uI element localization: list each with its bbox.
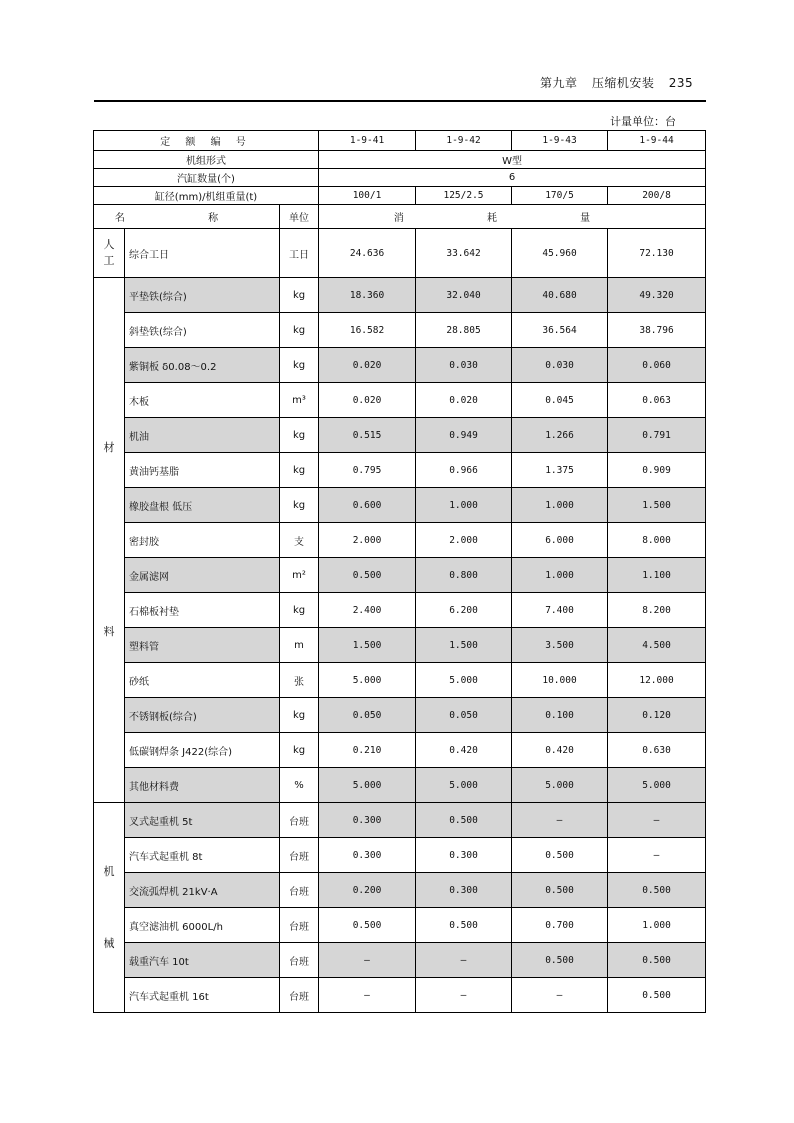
section-title: 压缩机安装 — [591, 76, 655, 90]
consumption-value: 5.000 — [319, 768, 416, 803]
group-label-text: 机 械 — [103, 864, 115, 950]
resource-unit: 台班 — [280, 873, 319, 908]
quota-code-row — [94, 131, 706, 151]
consumption-value: 32.040 — [416, 278, 512, 313]
table-row — [94, 488, 706, 523]
table-row — [94, 803, 706, 838]
consumption-value: 4.500 — [608, 628, 706, 663]
chapter-label: 第九章 — [540, 76, 578, 90]
consumption-value: 40.680 — [512, 278, 608, 313]
resource-unit: % — [280, 768, 319, 803]
consumption-value: — — [416, 943, 512, 978]
model-label: 机组形式 — [94, 151, 319, 169]
bore-weight-value: 125/2.5 — [416, 187, 512, 205]
resource-unit: m² — [280, 558, 319, 593]
consumption-value: 1.375 — [512, 453, 608, 488]
model-value: W型 — [319, 151, 706, 169]
consumption-value: 0.100 — [512, 698, 608, 733]
consumption-value: — — [416, 978, 512, 1013]
quota-table — [93, 130, 706, 1013]
consumption-value: 6.000 — [512, 523, 608, 558]
consumption-value: 6.200 — [416, 593, 512, 628]
consumption-value: 1.000 — [512, 558, 608, 593]
table-row — [94, 418, 706, 453]
table-row — [94, 908, 706, 943]
quota-code: 1-9-41 — [319, 131, 416, 151]
resource-unit: kg — [280, 313, 319, 348]
consumption-value: 12.000 — [608, 663, 706, 698]
resource-unit: 张 — [280, 663, 319, 698]
name-header: 名 称 — [94, 205, 280, 229]
consumption-value: 0.050 — [319, 698, 416, 733]
resource-name: 木板 — [125, 383, 280, 418]
quota-code: 1-9-43 — [512, 131, 608, 151]
resource-unit: kg — [280, 733, 319, 768]
resource-name: 砂纸 — [125, 663, 280, 698]
table-row — [94, 698, 706, 733]
resource-name: 紫铜板 δ0.08～0.2 — [125, 348, 280, 383]
consumption-value: 24.636 — [319, 229, 416, 278]
consumption-value: 2.400 — [319, 593, 416, 628]
consumption-value: 0.050 — [416, 698, 512, 733]
consumption-value: 1.500 — [608, 488, 706, 523]
table-row — [94, 348, 706, 383]
consumption-value: 0.515 — [319, 418, 416, 453]
consumption-value: 72.130 — [608, 229, 706, 278]
consumption-value: — — [512, 803, 608, 838]
consumption-value: 0.030 — [512, 348, 608, 383]
consumption-value: 0.420 — [416, 733, 512, 768]
resource-name: 金属滤网 — [125, 558, 280, 593]
consumption-value: 0.120 — [608, 698, 706, 733]
consumption-value: 0.020 — [319, 383, 416, 418]
consumption-value: 0.500 — [512, 943, 608, 978]
resource-unit: 工日 — [280, 229, 319, 278]
resource-unit: m — [280, 628, 319, 663]
table-row — [94, 943, 706, 978]
resource-name: 综合工日 — [125, 229, 280, 278]
consumption-value: 8.000 — [608, 523, 706, 558]
resource-unit: kg — [280, 593, 319, 628]
resource-unit: 台班 — [280, 803, 319, 838]
table-row — [94, 558, 706, 593]
resource-unit: 台班 — [280, 908, 319, 943]
page-header — [540, 74, 705, 91]
quota-label: 定 额 编 号 — [94, 131, 319, 151]
consumption-value: 0.500 — [416, 803, 512, 838]
resource-name: 黄油钙基脂 — [125, 453, 280, 488]
consumption-value: 28.805 — [416, 313, 512, 348]
resource-unit: m³ — [280, 383, 319, 418]
resource-name: 密封胶 — [125, 523, 280, 558]
consumption-value: 1.000 — [512, 488, 608, 523]
table-row — [94, 278, 706, 313]
resource-name: 橡胶盘根 低压 — [125, 488, 280, 523]
table-row — [94, 838, 706, 873]
resource-name: 不锈钢板(综合) — [125, 698, 280, 733]
table-row — [94, 593, 706, 628]
consumption-value: 1.000 — [416, 488, 512, 523]
resource-unit: 台班 — [280, 838, 319, 873]
resource-name: 低碳钢焊条 J422(综合) — [125, 733, 280, 768]
consumption-value: 0.791 — [608, 418, 706, 453]
consumption-value: 18.360 — [319, 278, 416, 313]
labor-group-label — [94, 229, 125, 278]
model-row — [94, 151, 706, 169]
consumption-value: 0.500 — [319, 558, 416, 593]
consumption-value: 0.200 — [319, 873, 416, 908]
quota-code: 1-9-44 — [608, 131, 706, 151]
consumption-value: — — [608, 838, 706, 873]
consumption-value: 3.500 — [512, 628, 608, 663]
table-row — [94, 313, 706, 348]
resource-name: 其他材料费 — [125, 768, 280, 803]
unit-note: 计量单位：台 — [610, 115, 676, 128]
consumption-value: 0.500 — [608, 873, 706, 908]
resource-name: 叉式起重机 5t — [125, 803, 280, 838]
table-row — [94, 229, 706, 278]
consumption-value: 0.020 — [319, 348, 416, 383]
consumption-value: 7.400 — [512, 593, 608, 628]
consumption-value: 0.500 — [608, 943, 706, 978]
cylinder-value: 6 — [319, 169, 706, 187]
consumption-value: 33.642 — [416, 229, 512, 278]
table-row — [94, 523, 706, 558]
consumption-value: 0.020 — [416, 383, 512, 418]
column-header-row — [94, 205, 706, 229]
consumption-value: 0.060 — [608, 348, 706, 383]
consumption-value: 0.700 — [512, 908, 608, 943]
resource-name: 交流弧焊机 21kV·A — [125, 873, 280, 908]
consumption-value: 0.300 — [416, 838, 512, 873]
resource-name: 载重汽车 10t — [125, 943, 280, 978]
resource-name: 机油 — [125, 418, 280, 453]
consumption-value: 10.000 — [512, 663, 608, 698]
resource-unit: kg — [280, 278, 319, 313]
consumption-value: 45.960 — [512, 229, 608, 278]
resource-unit: kg — [280, 418, 319, 453]
consumption-value: 0.795 — [319, 453, 416, 488]
resource-unit: kg — [280, 348, 319, 383]
consumption-value: 0.420 — [512, 733, 608, 768]
consumption-value: 0.300 — [319, 803, 416, 838]
resource-name: 汽车式起重机 8t — [125, 838, 280, 873]
material-group-label — [94, 278, 125, 803]
quota-code: 1-9-42 — [416, 131, 512, 151]
table-row — [94, 628, 706, 663]
consumption-value: 0.949 — [416, 418, 512, 453]
unit-header: 单位 — [280, 205, 319, 229]
resource-unit: kg — [280, 488, 319, 523]
consumption-value: 0.909 — [608, 453, 706, 488]
consumption-value: 0.500 — [319, 908, 416, 943]
consumption-value: — — [512, 978, 608, 1013]
consumption-header: 消 耗 量 — [319, 205, 706, 229]
group-label-text: 人 工 — [103, 238, 115, 267]
resource-name: 真空滤油机 6000L/h — [125, 908, 280, 943]
resource-name: 塑料管 — [125, 628, 280, 663]
consumption-value: 0.300 — [416, 873, 512, 908]
resource-unit: 台班 — [280, 943, 319, 978]
consumption-value: 0.500 — [512, 873, 608, 908]
resource-name: 石棉板衬垫 — [125, 593, 280, 628]
consumption-value: 0.600 — [319, 488, 416, 523]
consumption-value: 49.320 — [608, 278, 706, 313]
consumption-value: 0.063 — [608, 383, 706, 418]
bore-weight-value: 170/5 — [512, 187, 608, 205]
resource-unit: kg — [280, 698, 319, 733]
resource-unit: 支 — [280, 523, 319, 558]
bore-weight-value: 100/1 — [319, 187, 416, 205]
header-rule — [94, 100, 706, 102]
group-label-text: 材 料 — [103, 441, 115, 638]
consumption-value: 5.000 — [319, 663, 416, 698]
consumption-value: 5.000 — [416, 663, 512, 698]
resource-name: 平垫铁(综合) — [125, 278, 280, 313]
consumption-value: 1.000 — [608, 908, 706, 943]
page-number: 235 — [668, 76, 694, 90]
consumption-value: 5.000 — [512, 768, 608, 803]
consumption-value: 0.800 — [416, 558, 512, 593]
consumption-value: — — [319, 978, 416, 1013]
table-row — [94, 768, 706, 803]
table-row — [94, 978, 706, 1013]
table-row — [94, 733, 706, 768]
consumption-value: 0.500 — [416, 908, 512, 943]
machinery-group-label — [94, 803, 125, 1013]
consumption-value: 0.966 — [416, 453, 512, 488]
resource-name: 斜垫铁(综合) — [125, 313, 280, 348]
consumption-value: 1.500 — [319, 628, 416, 663]
resource-name: 汽车式起重机 16t — [125, 978, 280, 1013]
table-row — [94, 873, 706, 908]
table-row — [94, 453, 706, 488]
consumption-value: 38.796 — [608, 313, 706, 348]
consumption-value: 0.030 — [416, 348, 512, 383]
consumption-value: 1.100 — [608, 558, 706, 593]
consumption-value: 0.300 — [319, 838, 416, 873]
cylinder-row — [94, 169, 706, 187]
consumption-value: 2.000 — [416, 523, 512, 558]
consumption-value: 2.000 — [319, 523, 416, 558]
consumption-value: 0.500 — [512, 838, 608, 873]
resource-unit: 台班 — [280, 978, 319, 1013]
bore-weight-value: 200/8 — [608, 187, 706, 205]
consumption-value: 5.000 — [416, 768, 512, 803]
bore-weight-label: 缸径(mm)/机组重量(t) — [94, 187, 319, 205]
consumption-value: 0.045 — [512, 383, 608, 418]
bore-weight-row — [94, 187, 706, 205]
cylinder-label: 汽缸数量(个) — [94, 169, 319, 187]
consumption-value: 0.500 — [608, 978, 706, 1013]
consumption-value: — — [319, 943, 416, 978]
consumption-value: 36.564 — [512, 313, 608, 348]
consumption-value: 5.000 — [608, 768, 706, 803]
consumption-value: — — [608, 803, 706, 838]
table-row — [94, 663, 706, 698]
consumption-value: 0.630 — [608, 733, 706, 768]
consumption-value: 0.210 — [319, 733, 416, 768]
consumption-value: 1.266 — [512, 418, 608, 453]
table-row — [94, 383, 706, 418]
consumption-value: 1.500 — [416, 628, 512, 663]
consumption-value: 16.582 — [319, 313, 416, 348]
resource-unit: kg — [280, 453, 319, 488]
consumption-value: 8.200 — [608, 593, 706, 628]
